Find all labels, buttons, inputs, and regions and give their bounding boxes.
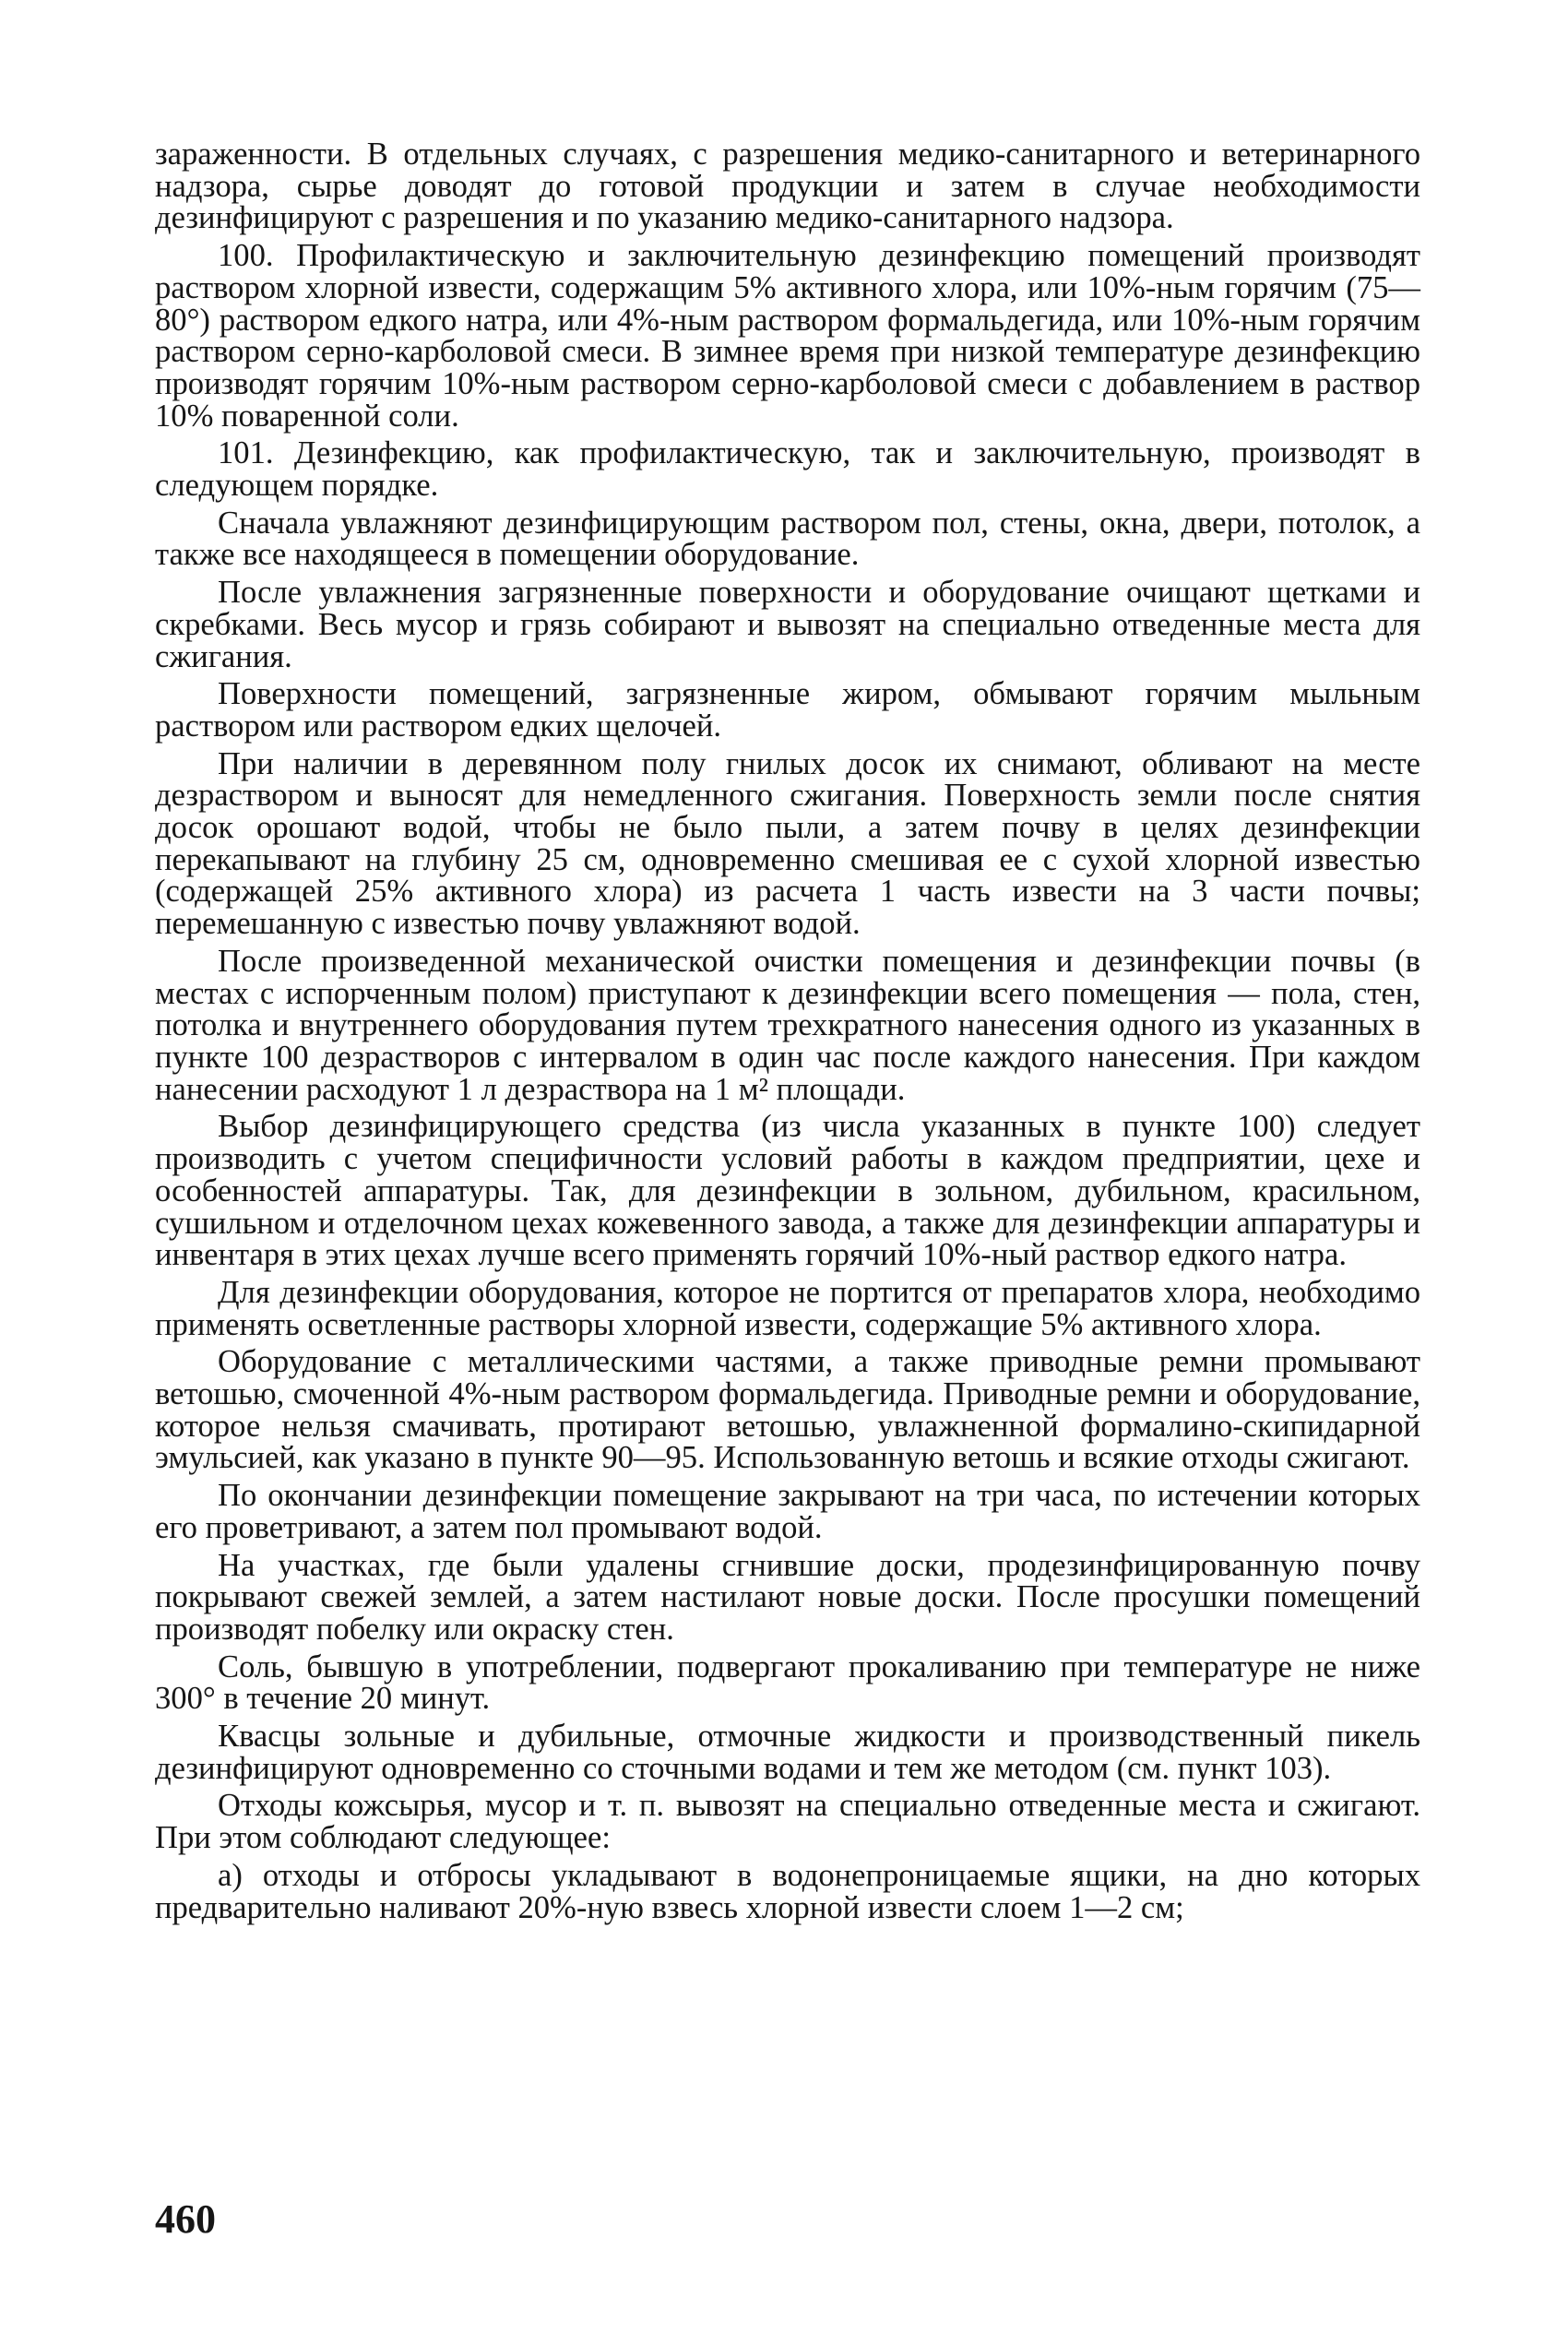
paragraph: Соль, бывшую в употреблении, подвергают прокаливанию при температуре не ниже 300° в течение 20 минут. — [155, 1649, 1420, 1717]
paragraph-continuation: зараженности. В отдельных случаях, с разрешения медико-санитарного и ветеринарного надзора, сырье доводят до готовой продукции и затем в случае необходимости дезинфицируют с разрешения и по указанию медико-санитарного надзора. — [155, 137, 1420, 236]
paragraph: После произведенной механической очистки помещения и дезинфекции почвы (в местах с испорченным полом) приступают к дезинфекции всего помещения — пола, стен, потолка и внутреннего оборудования путем трехкратного нанесения одного из указанных в пункте 100 дезрастворов с интервалом в один час после каждого нанесения. При каждом нанесении расходуют 1 л дезраствора на 1 м² площади. — [155, 943, 1420, 1107]
paragraph: После увлажнения загрязненные поверхности и оборудование очищают щетками и скребками. Весь мусор и грязь собирают и вывозят на специально отведенные места для сжигания. — [155, 575, 1420, 674]
paragraph: Отходы кожсырья, мусор и т. п. вывозят на специально отведенные места и сжигают. При этом соблюдают следующее: — [155, 1788, 1420, 1856]
paragraph: По окончании дезинфекции помещение закрывают на три часа, по истечении которых его проветривают, а затем пол промывают водой. — [155, 1478, 1420, 1545]
paragraph-item-101: 101. Дезинфекцию, как профилактическую, так и заключительную, производят в следующем порядке. — [155, 435, 1420, 504]
page-body — [155, 138, 1420, 1929]
paragraph: Оборудование с металлическими частями, а также приводные ремни промывают ветошью, смоченной 4%-ным раствором формальдегида. Приводные ремни и оборудование, которое нельзя смачивать, протирают ветошью, увлажненной формалино-скипидарной эмульсией, как указано в пункте 90—95. Использованную ветошь и всякие отходы сжигают. — [155, 1344, 1420, 1476]
list-item-a: а) отходы и отбросы укладывают в водонепроницаемые ящики, на дно которых предварительно наливают 20%-ную взвесь хлорной извести слоем 1—2 см; — [155, 1857, 1420, 1925]
paragraph: Квасцы зольные и дубильные, отмочные жидкости и производственный пикель дезинфицируют одновременно со сточными водами и тем же методом (см. пункт 103). — [155, 1719, 1420, 1786]
paragraph: При наличии в деревянном полу гнилых досок их снимают, обливают на месте дезраствором и выносят для немедленного сжигания. Поверхность земли после снятия досок орошают водой, чтобы не было пыли, а затем почву в целях дезинфекции перекапывают на глубину 25 см, одновременно смешивая ее с сухой хлорной известью (содержащей 25% активного хлора) из расчета 1 часть извести на 3 части почвы; перемешанную с известью почву увлажняют водой. — [155, 745, 1420, 942]
paragraph-item-100: 100. Профилактическую и заключительную дезинфекцию помещений производят раствором хлорной извести, содержащим 5% активного хлора, или 10%-ным горячим (75—80°) раствором едкого натра, или 4%-ным раствором формальдегида, или 10%-ным горячим раствором серно-карболовой смеси. В зимнее время при низкой температуре дезинфекцию производят горячим 10%-ным раствором серно-карболовой смеси с добавлением в раствор 10% поваренной соли. — [155, 238, 1420, 434]
paragraph: Выбор дезинфицирующего средства (из числа указанных в пункте 100) следует производить с учетом специфичности условий работы в каждом предприятии, цехе и особенностей аппаратуры. Так, для дезинфекции в зольном, дубильном, красильном, сушильном и отделочном цехах кожевенного завода, а также для дезинфекции аппаратуры и инвентаря в этих цехах лучше всего применять горячий 10%-ный раствор едкого натра. — [155, 1109, 1420, 1273]
paragraph: Поверхности помещений, загрязненные жиром, обмывают горячим мыльным раствором или раствором едких щелочей. — [155, 676, 1420, 744]
paragraph: Для дезинфекции оборудования, которое не портится от препаратов хлора, необходимо применять осветленные растворы хлорной извести, содержащие 5% активного хлора. — [155, 1274, 1420, 1342]
page-number: 460 — [155, 2196, 216, 2242]
paragraph: На участках, где были удалены сгнившие доски, продезинфицированную почву покрывают свежей землей, а затем настилают новые доски. После просушки помещений производят побелку или окраску стен. — [155, 1547, 1420, 1647]
paragraph: Сначала увлажняют дезинфицирующим раствором пол, стены, окна, двери, потолок, а также все находящееся в помещении оборудование. — [155, 505, 1420, 573]
